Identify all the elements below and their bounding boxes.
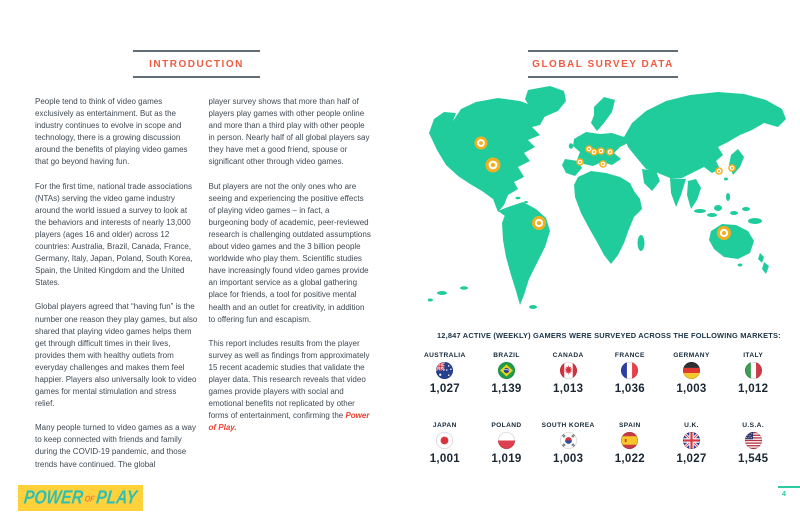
world-landmass [428, 86, 786, 309]
market-cell-uk [661, 422, 723, 492]
market-name: AUSTRALIA [423, 352, 466, 359]
flag-poland-icon [498, 432, 515, 449]
market-value: 1,003 [676, 383, 707, 395]
intro-paragraph: But players are not the only ones who are seeing and experiencing the positive effects of playing video games – in fact, a burgeoning body of academic, peer-reviewed research is challenging outdated assumptions about video games and the 3 billion people worldwide who play them. Scientific studies have increasingly found video games provide an important service as a global gathering place for friends, a tool for positive mental health and an outlet for creativity, in addition to offering fun and escapism. [208, 181, 371, 324]
map-marker-italy [599, 160, 607, 168]
world-map [428, 85, 792, 330]
page-number: 4 [781, 489, 787, 498]
market-name: FRANCE [614, 352, 645, 359]
logo-word-of: OF [84, 492, 96, 504]
market-cell-usa [722, 422, 784, 492]
market-value: 1,022 [614, 453, 645, 465]
map-marker-germany [597, 147, 605, 155]
logo-word-power: POWER [22, 486, 85, 509]
intro-paragraph: player survey shows that more than half of players play games with other people online and more than a third play with other people in person. Nearly half of all global players say they have met a good friend, spouse or significant other through video games. [208, 97, 370, 167]
power-of-play-logo-text [23, 487, 138, 509]
market-name: GERMANY [673, 352, 710, 359]
market-value: 1,027 [676, 453, 707, 465]
intro-column-2 [209, 96, 372, 483]
power-of-play-logo [18, 485, 143, 511]
market-name: BRAZIL [493, 352, 520, 359]
map-marker-canada [475, 137, 488, 150]
market-name: U.K. [684, 422, 699, 429]
intro-paragraph: Global players agreed that “having fun” is the number one reason they play games, but also shared that playing video games helps them get through difficult times in their lives, provides them with healthy outlets from everyday challenges and makes them feel happier. Players also universally look to video games for mental stimulation and stress relief. [35, 302, 198, 409]
intro-paragraph-text: This report includes results from the player survey as well as findings from approximately 15 recent academic studies that validate the player data. This research reveals that video games provide players with social and emotional benefits not replicated by other forms of entertainment, confirming the [208, 338, 370, 421]
market-name: U.S.A. [742, 422, 765, 429]
power-of-play-accent: Power of Play. [208, 411, 370, 433]
intro-paragraph: Many people turned to video games as a way to keep connected with friends and family during the COVID-19 pandemic, and those trends have continued. The global [35, 423, 196, 469]
map-marker-south-korea [715, 167, 723, 175]
market-cell-australia [414, 352, 476, 422]
market-value: 1,012 [738, 383, 769, 395]
map-marker-brazil [532, 216, 546, 230]
flag-germany-icon [683, 362, 700, 379]
flag-uk-icon [683, 432, 700, 449]
map-marker-usa [486, 158, 501, 173]
map-marker-australia [717, 226, 731, 240]
flag-japan-icon [436, 432, 453, 449]
flag-usa-icon [745, 432, 762, 449]
map-marker-spain [576, 158, 584, 166]
market-cell-france [599, 352, 661, 422]
market-name: SPAIN [618, 422, 641, 429]
intro-paragraph: People tend to think of video games exclusively as entertainment. But as the industry continues to evolve in scope and technology, there is a growing discussion around the benefits of playing video games that go beyond having fun. [35, 97, 188, 167]
markets-grid [414, 352, 784, 492]
intro-paragraph: For the first time, national trade associations (NTAs) serving the video game industry around the world issued a survey to look at the behaviors and interests of nearly 13,000 players (ages 16 and older) across 12 countries: Australia, Brazil, Canada, France, Germany, Italy, Japan, Poland, South Korea, Spain, the United Kingdom and the United States. [35, 181, 193, 288]
market-cell-canada [537, 352, 599, 422]
survey-headline: 12,847 ACTIVE (WEEKLY) GAMERS WERE SURVEYED ACROSS THE FOLLOWING MARKETS: [437, 331, 781, 340]
intro-column-1 [35, 96, 198, 483]
market-cell-brazil [476, 352, 538, 422]
market-name: SOUTH KOREA [541, 422, 595, 429]
map-marker-japan [728, 164, 736, 172]
flag-canada-icon [560, 362, 577, 379]
market-cell-spain [599, 422, 661, 492]
market-name: CANADA [552, 352, 584, 359]
page-number-rule [778, 486, 800, 488]
market-cell-japan [414, 422, 476, 492]
market-value: 1,139 [491, 383, 522, 395]
market-value: 1,019 [491, 453, 522, 465]
flag-south-korea-icon [560, 432, 577, 449]
market-name: ITALY [743, 352, 764, 359]
logo-word-play: PLAY [95, 486, 139, 509]
flag-france-icon [621, 362, 638, 379]
market-value: 1,027 [429, 383, 460, 395]
intro-body-text [35, 96, 371, 483]
market-name: POLAND [491, 422, 522, 429]
market-value: 1,001 [429, 453, 460, 465]
intro-paragraph [209, 338, 372, 435]
intro-section-header: INTRODUCTION [133, 50, 260, 78]
flag-spain-icon [621, 432, 638, 449]
market-cell-germany [661, 352, 723, 422]
flag-italy-icon [745, 362, 762, 379]
market-value: 1,036 [614, 383, 645, 395]
market-value: 1,545 [738, 453, 769, 465]
world-map-svg [428, 85, 792, 330]
flag-brazil-icon [498, 362, 515, 379]
market-value: 1,003 [553, 453, 584, 465]
market-name: JAPAN [432, 422, 457, 429]
map-marker-poland [606, 148, 614, 156]
flag-australia-icon [436, 362, 453, 379]
market-cell-italy [722, 352, 784, 422]
market-value: 1,013 [553, 383, 584, 395]
global-survey-section-header: GLOBAL SURVEY DATA [528, 50, 678, 78]
market-cell-south-korea [537, 422, 599, 492]
market-cell-poland [476, 422, 538, 492]
map-marker-france [590, 148, 598, 156]
